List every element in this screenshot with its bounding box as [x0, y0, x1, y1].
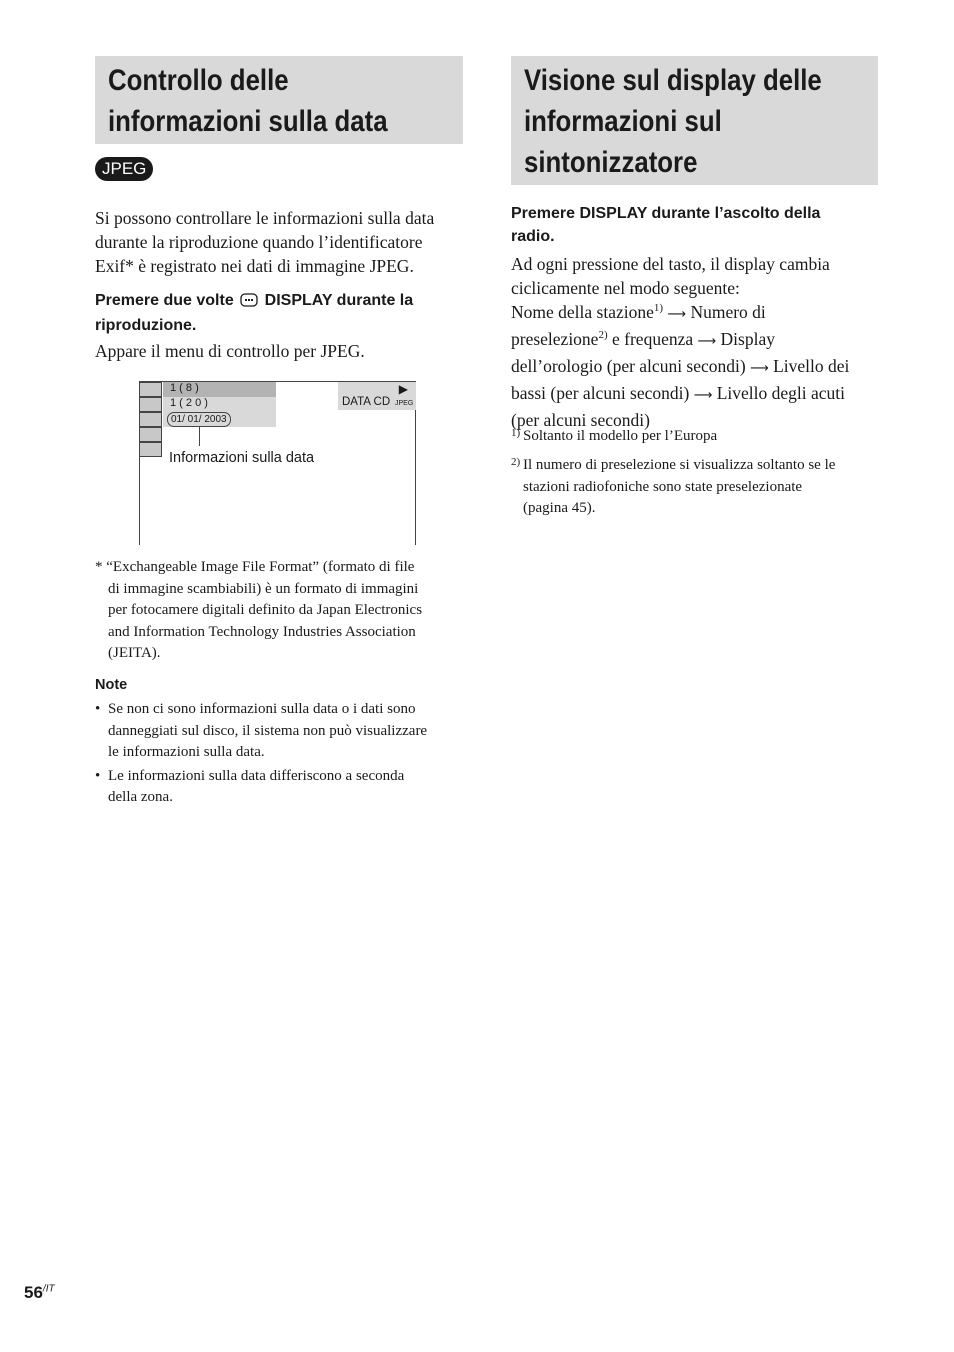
right-body: Ad ogni pressione del tasto, il display cambia ciclicamente nel modo seguente: Nome della stazione$^{1)}$ ⟶ Numero di preselezione$^{2)}$ e frequenza ⟶ Display dell’orologio (per alcuni secondi) ⟶ Livello dei bassi (per alcuni secondi) ⟶ Livello degli acuti (per alcuni secondi): [511, 254, 850, 430]
left-intro: Si possono controllare le informazioni sulla data durante la riproduzione quando l’identificatore Exif* è registrato nei dati di immagine JPEG.: [95, 208, 435, 276]
play-icon: ▶: [398, 382, 408, 396]
menu-icon: [140, 427, 162, 442]
right-heading-line-3: sintonizzatore: [524, 146, 698, 179]
left-section-heading: [95, 56, 463, 144]
menu-icon-column: [140, 382, 162, 457]
menu-icon: [140, 382, 162, 397]
right-instruction: Premere DISPLAY durante l’ascolto della radio.: [511, 205, 821, 245]
menu-icon: [140, 412, 162, 427]
right-section-heading: [511, 56, 878, 185]
right-footnote-2: 2) Il numero di preselezione si visualizza soltanto se le stazioni radiofoniche sono state preselezionate (pagina 45).: [511, 456, 836, 516]
arrow-icon: ⟶: [750, 361, 769, 376]
arrow-icon: ⟶: [693, 388, 713, 403]
right-heading-line-1: Visione sul display delle: [524, 64, 822, 97]
right-heading-line-2: informazioni sul: [524, 105, 722, 138]
media-subtype: JPEG: [395, 400, 414, 407]
date-info-label: Informazioni sulla data: [169, 450, 315, 466]
left-instruction: Premere due volte DISPLAY durante la riproduzione.: [95, 292, 414, 334]
callout-line: [199, 427, 200, 446]
left-heading-line-2: informazioni sulla data: [108, 105, 388, 138]
page-number: $56^{/IT}$: [24, 1283, 55, 1302]
arrow-icon: ⟶: [667, 307, 687, 322]
left-footnote: * “Exchangeable Image File Format” (formato di file di immagine scambiabili) è un formato di immagini per fotocamere digitali definito da Japan Electronics and Information Technology Industries Association (JEITA).: [95, 559, 423, 661]
note-title: Note: [95, 677, 128, 693]
display-button-icon: [240, 291, 258, 314]
screen-row-1: 1 ( 8 ): [163, 382, 276, 397]
arrow-icon: ⟶: [697, 334, 717, 349]
note-item: • Se non ci sono informazioni sulla data o i dati sono danneggiati sul disco, il sistema non può visualizzare le informazioni sulla data.: [95, 701, 428, 760]
jpeg-control-menu-screen: [139, 381, 416, 545]
jpeg-badge: JPEG: [95, 157, 153, 181]
left-heading-line-1: Controllo delle: [108, 64, 289, 97]
left-result: Appare il menu di controllo per JPEG.: [95, 341, 365, 361]
date-display: 01/ 01/ 2003: [167, 412, 231, 427]
menu-icon: [140, 397, 162, 412]
note-item: • Le informazioni sulla data differiscono a seconda della zona.: [95, 767, 405, 805]
note-list: [95, 699, 467, 809]
menu-icon: [140, 442, 162, 457]
media-type: DATA CD: [342, 396, 391, 408]
disc-info-box: [338, 382, 416, 410]
right-footnote-1: 1) Soltanto il modello per l’Europa: [511, 427, 718, 444]
screen-row-2: 1 ( 2 0 ): [163, 397, 276, 412]
